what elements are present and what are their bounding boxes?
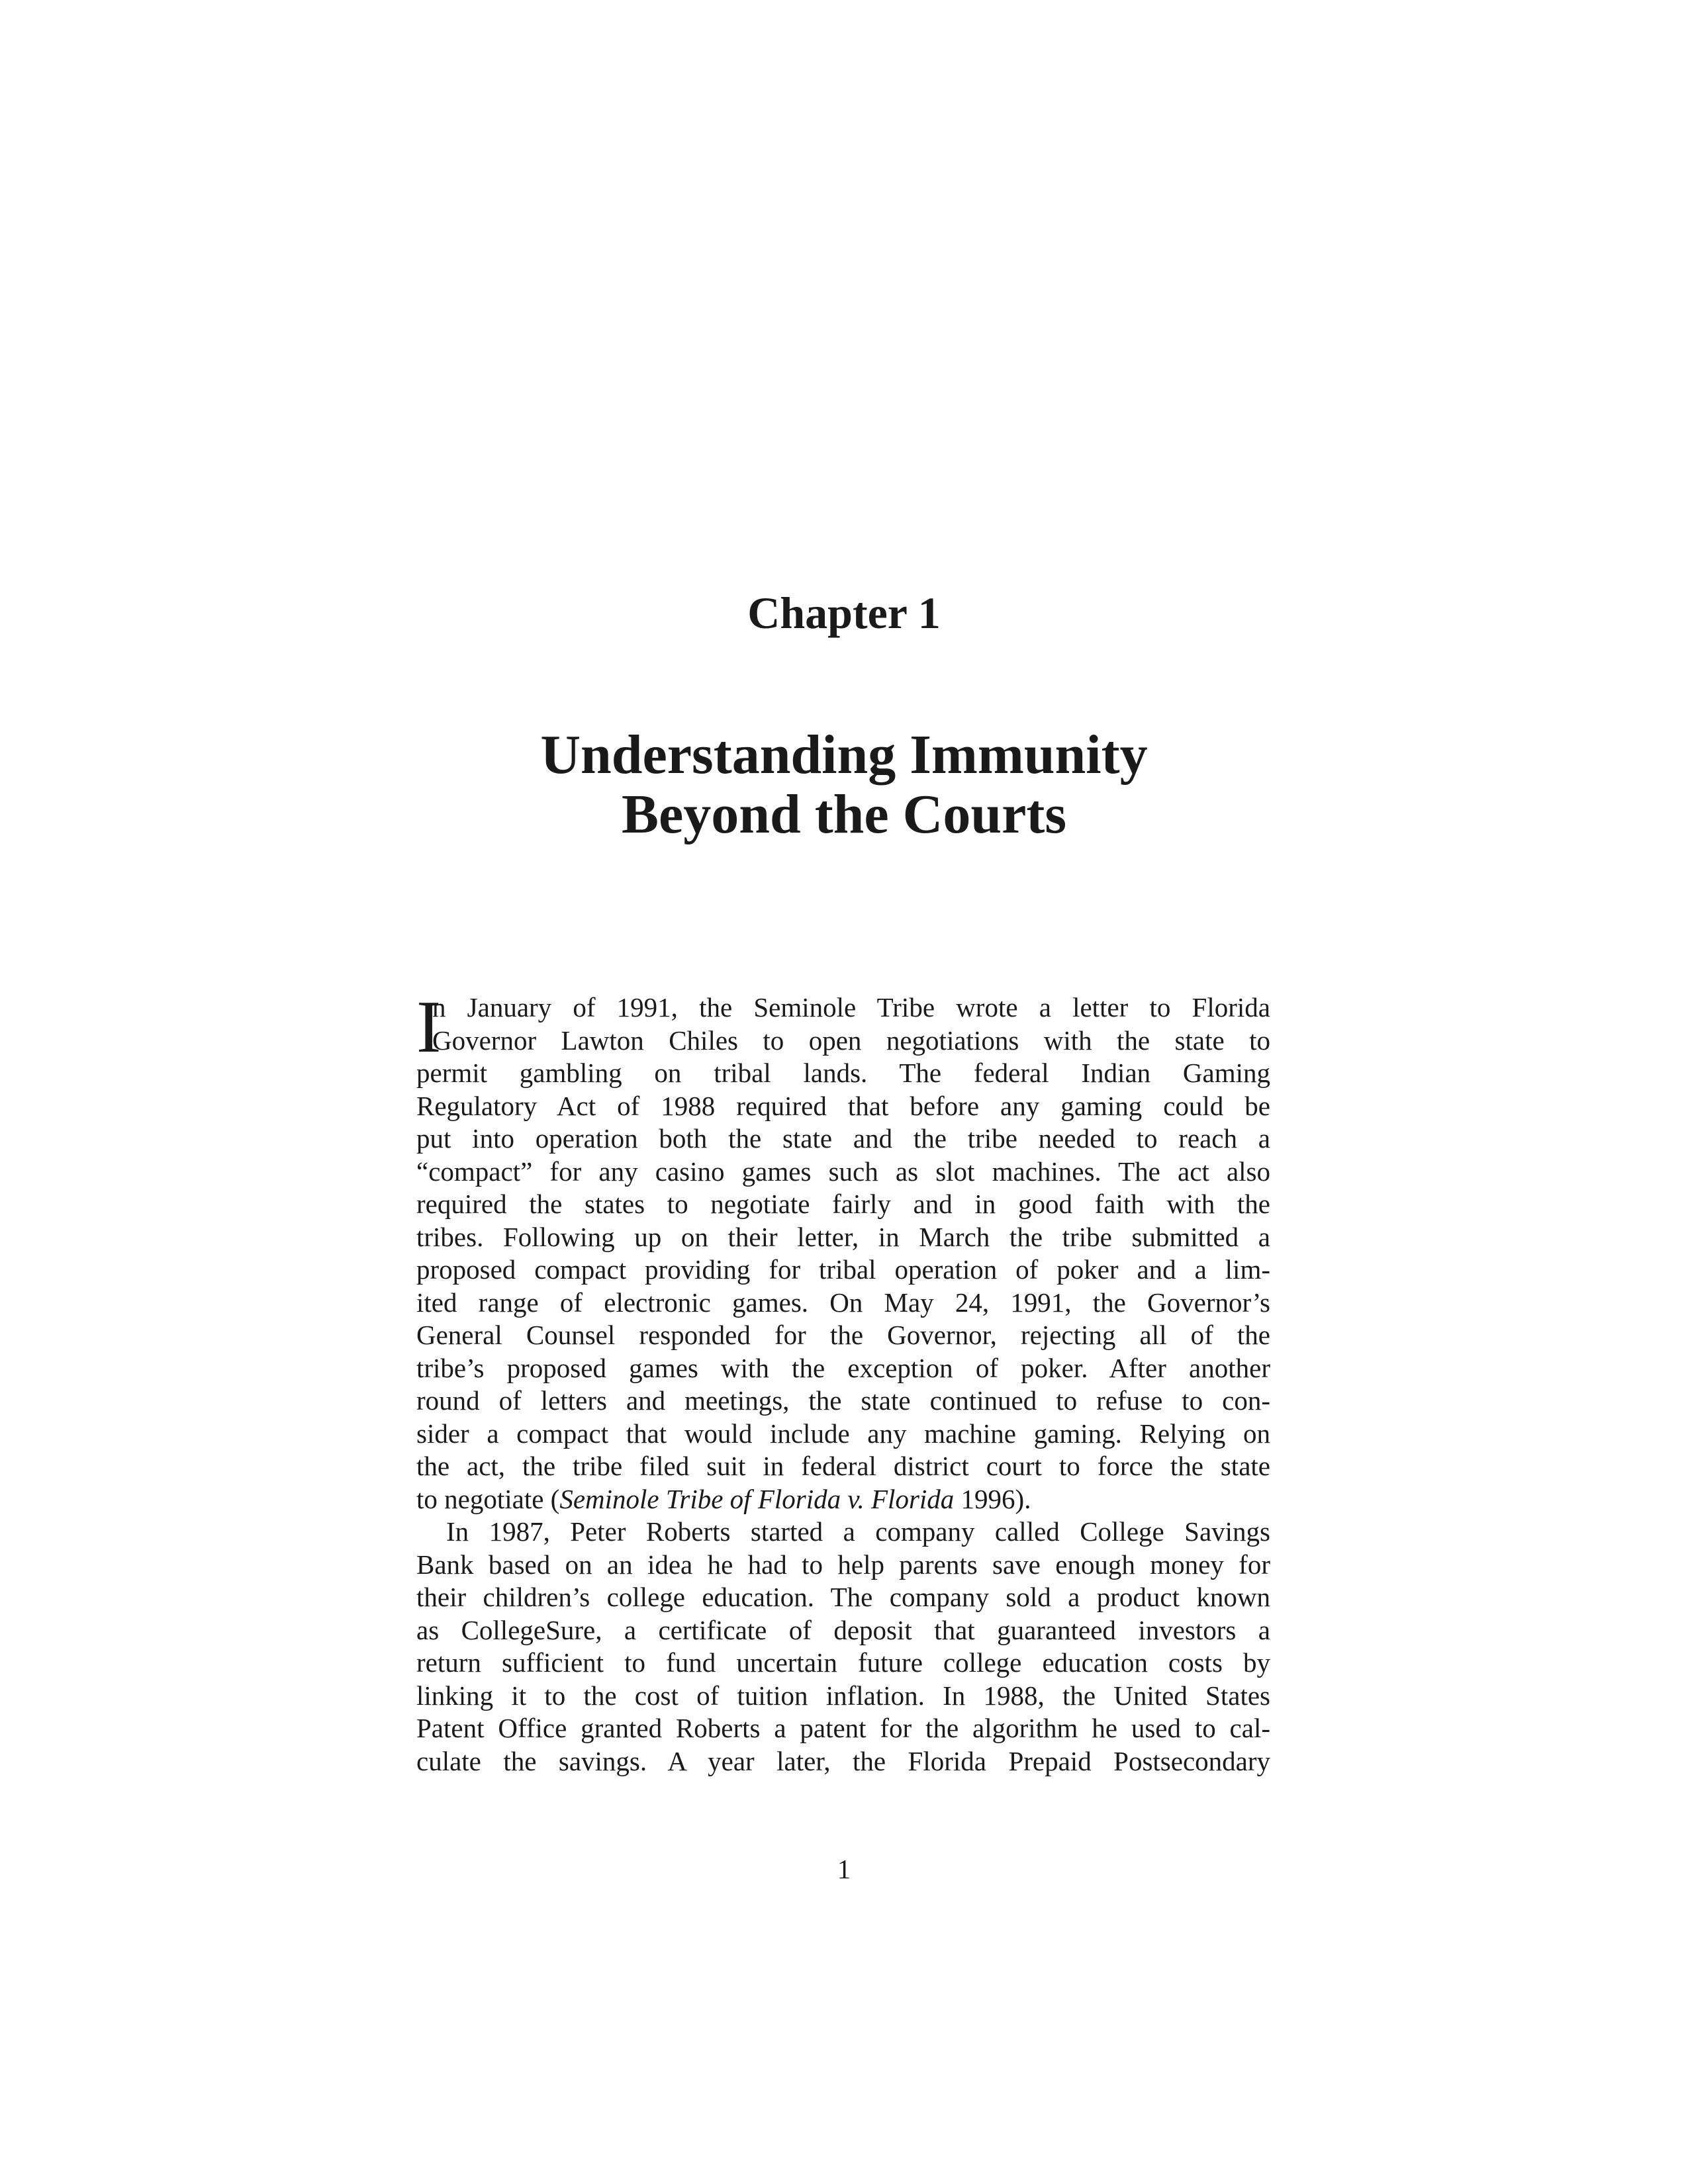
text-line-with-citation bbox=[416, 1483, 1270, 1516]
text-line: tribes. Following up on their letter, in March the tribe submitted a bbox=[416, 1221, 1270, 1252]
text-line: round of letters and meetings, the state continued to refuse to con- bbox=[416, 1385, 1270, 1416]
text-line: as CollegeSure, a certificate of deposit that guaranteed investors a bbox=[416, 1614, 1270, 1645]
text-line: n January of 1991, the Seminole Tribe wrote a letter to Florida bbox=[432, 992, 1270, 1023]
text-line: put into operation both the state and the tribe needed to reach a bbox=[416, 1123, 1270, 1154]
text-line: culate the savings. A year later, the Florida Prepaid Postsecondary bbox=[416, 1745, 1270, 1776]
paragraph-2 bbox=[416, 1516, 1270, 1778]
drop-cap: I bbox=[416, 986, 442, 1068]
text-line: “compact” for any casino games such as slot machines. The act also bbox=[416, 1156, 1270, 1187]
page-number: 1 bbox=[837, 1854, 851, 1884]
text-line: the act, the tribe filed suit in federal district court to force the state bbox=[416, 1451, 1270, 1481]
body-text bbox=[416, 986, 1270, 1778]
text-line: permit gambling on tribal lands. The federal Indian Gaming bbox=[416, 1058, 1270, 1088]
text-line: General Counsel responded for the Governor, rejecting all of the bbox=[416, 1320, 1270, 1350]
text-line: their children’s college education. The company sold a product known bbox=[416, 1582, 1270, 1612]
text-line: required the states to negotiate fairly and in good faith with the bbox=[416, 1189, 1270, 1219]
citation-year: 1996). bbox=[954, 1483, 1031, 1514]
text-line: proposed compact providing for tribal operation of poker and a lim- bbox=[416, 1254, 1270, 1285]
text-line: linking it to the cost of tuition inflation. In 1988, the United States bbox=[416, 1680, 1270, 1711]
text-line: Bank based on an idea he had to help parents save enough money for bbox=[416, 1549, 1270, 1580]
text-line: sider a compact that would include any machine gaming. Relying on bbox=[416, 1418, 1270, 1449]
text-line: tribe’s proposed games with the exception of poker. After another bbox=[416, 1352, 1270, 1383]
text-line: In 1987, Peter Roberts started a company called College Savings bbox=[446, 1516, 1270, 1547]
text-line: return sufficient to fund uncertain future college education costs by bbox=[416, 1647, 1270, 1678]
citation-lead: to negotiate ( bbox=[416, 1483, 560, 1514]
chapter-title-line-1: Understanding Immunity bbox=[540, 724, 1148, 786]
text-line: Governor Lawton Chiles to open negotiations with the state to bbox=[432, 1024, 1270, 1056]
text-line: Patent Office granted Roberts a patent for the algorithm he used to cal- bbox=[416, 1713, 1270, 1743]
chapter-title bbox=[0, 725, 1688, 844]
chapter-label: Chapter 1 bbox=[747, 588, 941, 638]
chapter-title-line-2: Beyond the Courts bbox=[621, 784, 1067, 845]
text-line: ited range of electronic games. On May 24, 1991, the Governor’s bbox=[416, 1287, 1270, 1318]
text-line: Regulatory Act of 1988 required that before any gaming could be bbox=[416, 1090, 1270, 1121]
case-name: Seminole Tribe of Florida v. Florida bbox=[559, 1483, 955, 1514]
paragraph-1 bbox=[416, 986, 1270, 1516]
